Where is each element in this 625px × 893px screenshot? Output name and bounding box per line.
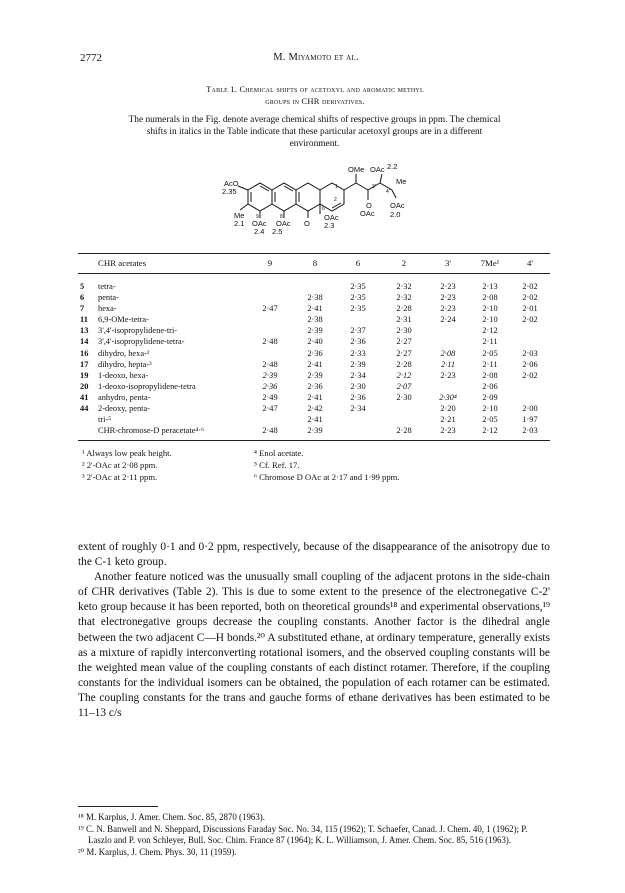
shift-value-cell: 2·33 [350,348,366,358]
table-bottom-rule [78,440,550,441]
shift-value-cell: 2·34 [350,370,366,380]
table-row [78,382,550,393]
shift-value-cell: 2·23 [440,282,456,291]
struct-label-2-1: 2.1 [234,219,245,228]
shift-value-cell: 2·11 [482,359,498,369]
shift-value-cell: 2·05 [482,415,498,425]
shift-value-cell: 2·48 [262,426,278,436]
shift-value-cell: 2·03 [522,426,538,436]
shift-value-cell: 2·28 [396,426,412,436]
running-title: M. Miyamoto et al. [273,52,359,63]
shift-value-cell: 2·36 [307,348,323,358]
shift-value-cell: 2·10 [482,404,498,414]
page-number: 2772 [80,52,102,64]
shift-value-cell: 2·38 [307,315,323,325]
shift-value-cell: 2·08 [440,348,456,358]
struct-label-2-5: 2.5 [272,227,283,236]
col-header-9: 9 [267,258,273,268]
shift-value-cell: 2·41 [307,359,323,369]
compound-name: 1-deoxo-isopropylidene-tetra [98,381,196,391]
compound-name: 3',4'-isopropylidene-tetra- [98,337,185,347]
shift-value-cell: 2·21 [440,415,456,425]
reference-19: ¹⁹ C. N. Banwell and N. Sheppard, Discussions Faraday Soc. No. 34, 115 (1962); T. Schaefer, Canad. J. Chem. 40, 1 (1962); P. Laszlo and P. von Schleyer, Bull. Soc. Chim. France 87 (1964); K. L. Williamson, J. Amer. Chem. Soc. 85, 516 (1963). [78,823,528,846]
compound-number: 44 [80,404,89,414]
shift-value-cell: 2·12 [482,326,498,336]
table-title-line2: groups in CHR derivatives. [265,96,365,106]
shift-value-cell: 2·47 [262,304,278,314]
struct-pos-8: 8 [280,214,283,220]
shift-value-cell: 2·34 [350,404,366,414]
shift-value-cell: 2·23 [440,293,456,303]
shift-value-cell: 2·30 [350,381,366,391]
compound-name: dihydro, hexa-² [98,348,150,358]
shift-value-cell: 2·00 [522,404,538,414]
table-row [78,371,550,382]
shift-value-cell: 2·36 [262,381,278,391]
table-header-row [78,258,550,272]
table-row [78,349,550,360]
footnote-1: ¹ Always low peak height. [82,448,172,458]
paragraph-2: Another feature noticed was the unusually small coupling of the adjacent protons in the side-chain of CHR derivatives (Table 2). This is due to some extent to the presence of the electronegative C-2' keto group because it has been reported, both on theoretical grounds¹⁸ and experimental observations,¹⁹ that electronegative groups decrease the coupling constants. Another factor is the dihedral angle between the two adjacent C—H bonds.²⁰ A substituted ethane, at ordinary temperature, generally exists as a mixture of rapidly interconverting rotational isomers, and the observed coupling constants will be the weighted mean value of the coupling constants of each distinct rotamer. Therefore, if the coupling constants for the individual isomers can be obtained, the population of each rotamer can be estimated. The coupling constants for the trans and gauche forms of ethane derivatives has been estimated to be 11–13 c/s [78,571,550,720]
table-row [78,404,550,415]
compound-name: 6,9-OMe-tetra- [98,315,149,325]
shift-value-cell: 2·02 [522,315,538,325]
col-header-7me: 7Me¹ [480,258,500,268]
table-row [78,415,550,426]
shift-value-cell: 2·27 [396,348,412,358]
col-header-3prime: 3' [445,258,451,268]
struct-label-2-4: 2.4 [254,227,265,236]
shift-value-cell: 2·02 [522,370,538,380]
shift-value-cell: 2·02 [522,293,538,303]
ring-b [272,183,296,211]
shift-value-cell: 2·23 [440,304,456,314]
table-row [78,426,550,437]
shift-value-cell: 2·32 [396,293,412,303]
paragraph-1: extent of roughly 0·1 and 0·2 ppm, respectively, because of the disappearance of the anisotropy due to the C-1 keto group. [78,541,550,569]
struct-label-oac-bottom-1: OAc [252,219,267,228]
col-header-2: 2 [401,258,407,268]
shift-value-cell: 2·41 [307,392,323,402]
shift-value-cell: 1·97 [522,415,538,425]
struct-pos-6: 6 [322,206,325,212]
shift-value-cell: 2·31 [396,315,412,325]
compound-name: penta- [98,293,119,303]
table-row [78,293,550,304]
footnote-2: ² 2'-OAc at 2·08 ppm. [82,460,158,470]
shift-value-cell: 2·39 [307,426,323,436]
compound-number: 7 [80,304,85,314]
shift-value-cell: 2·35 [350,293,366,303]
shift-value-cell: 2·39 [307,370,323,380]
struct-label-oac-top: OAc [370,165,385,174]
struct-label-keto-o: O [366,201,372,210]
struct-label-ome: OMe [348,165,365,174]
struct-label-2-35: 2.35 [222,187,237,196]
shift-value-cell: 2·30 [396,392,412,402]
table-caption: The numerals in the Fig. denote average chemical shifts of respective groups in ppm. The chemical shifts in italics in the Table indicate that these particular acetoxyl groups are in a different environment. [128,115,501,149]
table-body [78,282,550,437]
table-row [78,304,550,315]
table-title [120,83,510,107]
table-row [78,315,550,326]
shift-value-cell: 2·27 [396,337,412,347]
col-header-6: 6 [355,258,361,268]
struct-label-me-left: Me [234,211,245,220]
chemical-structure-diagram [210,160,415,248]
col-header-4prime: 4' [527,258,533,268]
struct-label-aco: AcO [224,179,239,188]
footnote-5: ⁵ Cf. Ref. 17. [254,460,300,470]
struct-pos-1: 1 [335,184,338,190]
shift-value-cell: 2·23 [440,370,456,380]
shift-value-cell: 2·36 [350,392,366,402]
shift-value-cell: 2·38 [307,293,323,303]
shift-value-cell: 2·06 [522,359,538,369]
references [78,812,550,858]
page-header [80,52,552,68]
ring-c [296,183,320,211]
shift-value-cell: 2·48 [262,337,278,347]
shift-value-cell: 2·35 [350,282,366,291]
struct-label-oac-right: OAc [390,201,405,210]
shift-value-cell: 2·03 [522,348,538,358]
compound-number: 14 [80,337,89,347]
compound-name: 2-deoxy, penta- [98,404,151,414]
footnote-6: ⁶ Chromose D OAc at 2·17 and 1·99 ppm. [254,472,400,482]
shift-value-cell: 2·01 [522,304,538,314]
reference-20: ²⁰ M. Karplus, J. Chem. Phys. 30, 11 (1959). [78,846,237,857]
struct-label-oac-c6: OAc [324,213,339,222]
compound-number: 20 [80,381,89,391]
shift-value-cell: 2·30⁴ [439,392,457,402]
compound-name: dihydro, hepta-³ [98,359,152,369]
shift-value-cell: 2·48 [262,359,278,369]
shift-value-cell: 2·36 [350,337,366,347]
shift-value-cell: 2·23 [440,426,456,436]
shift-value-cell: 2·32 [396,282,412,291]
compound-name: hexa- [98,304,117,314]
shift-value-cell: 2·37 [350,326,366,336]
compound-number: 19 [80,370,89,380]
shift-value-cell: 2·07 [396,381,412,391]
struct-label-oac-bottom-2: OAc [276,219,291,228]
compound-number: 13 [80,326,89,336]
body-text [78,540,550,721]
table-top-rule [78,253,550,254]
table-row [78,360,550,371]
table-row [78,326,550,337]
compound-number: 6 [80,293,85,303]
footnotes-col1 [82,447,172,483]
struct-label-o-bottom: O [304,219,310,228]
table-header-rule [78,273,550,274]
col-header-acetates: CHR acetates [98,258,147,268]
shift-value-cell: 2·08 [482,293,498,303]
struct-pos-2: 2 [334,197,337,203]
shift-value-cell: 2·12 [396,370,412,380]
shift-value-cell: 2·08 [482,370,498,380]
struct-pos-3prime: 3' [372,184,376,190]
struct-pos-4prime: 4' [386,189,390,195]
shift-value-cell: 2·40 [307,337,323,347]
compound-number: 5 [80,282,85,291]
struct-label-2-2: 2.2 [387,162,398,171]
shift-value-cell: 2·39 [350,359,366,369]
shift-value-cell: 2·47 [262,404,278,414]
shift-value-cell: 2·12 [482,426,498,436]
compound-number: 16 [80,348,89,358]
col-header-8: 8 [312,258,318,268]
compound-number: 41 [80,392,89,402]
compound-name: 3',4'-isopropylidene-tri- [98,326,178,336]
compound-number: 11 [80,315,88,325]
shift-value-cell: 2·09 [482,392,498,402]
footnote-3: ³ 2'-OAc at 2·11 ppm. [82,472,158,482]
shift-value-cell: 2·42 [307,404,323,414]
struct-label-oac-side: OAc [360,209,375,218]
shift-value-cell: 2·02 [522,282,538,291]
compound-name: anhydro, penta- [98,392,151,402]
ring-a [248,183,272,211]
table-title-line1: Table 1. Chemical shifts of acetoxyl and aromatic methyl [206,84,424,94]
compound-name: tetra- [98,282,116,291]
shift-value-cell: 2·39 [307,326,323,336]
struct-label-2-0: 2.0 [390,210,401,219]
compound-name: 1-deoxo, hexa- [98,370,149,380]
table-row [78,282,550,293]
reference-separator [78,806,158,807]
shift-value-cell: 2·11 [482,337,498,347]
shift-value-cell: 2·41 [307,304,323,314]
shift-value-cell: 2·06 [482,381,498,391]
shift-value-cell: 2·28 [396,359,412,369]
shift-value-cell: 2·13 [482,282,498,291]
footnotes-col2 [254,447,400,483]
shift-value-cell: 2·49 [262,392,278,402]
shift-value-cell: 2·35 [350,304,366,314]
struct-pos-9: 9 [256,214,259,220]
shift-value-cell: 2·24 [440,315,456,325]
compound-name: CHR-chromose-D peracetate⁴·⁶ [98,426,205,436]
shift-value-cell: 2·11 [440,359,456,369]
struct-label-me-right: Me [396,177,407,186]
table-row [78,393,550,404]
shift-value-cell: 2·36 [307,381,323,391]
shift-value-cell: 2·10 [482,315,498,325]
compound-name: tri-⁵ [98,415,112,425]
struct-label-2-3: 2.3 [324,221,335,230]
table-row [78,337,550,348]
shift-value-cell: 2·39 [262,370,278,380]
shift-value-cell: 2·28 [396,304,412,314]
footnote-4: ⁴ Enol acetate. [254,448,304,458]
shift-value-cell: 2·41 [307,415,323,425]
reference-18: ¹⁸ M. Karplus, J. Amer. Chem. Soc. 85, 2870 (1963). [78,812,265,822]
shift-value-cell: 2·30 [396,326,412,336]
shift-value-cell: 2·05 [482,348,498,358]
shift-value-cell: 2·10 [482,304,498,314]
compound-number: 17 [80,359,89,369]
shift-value-cell: 2·20 [440,404,456,414]
